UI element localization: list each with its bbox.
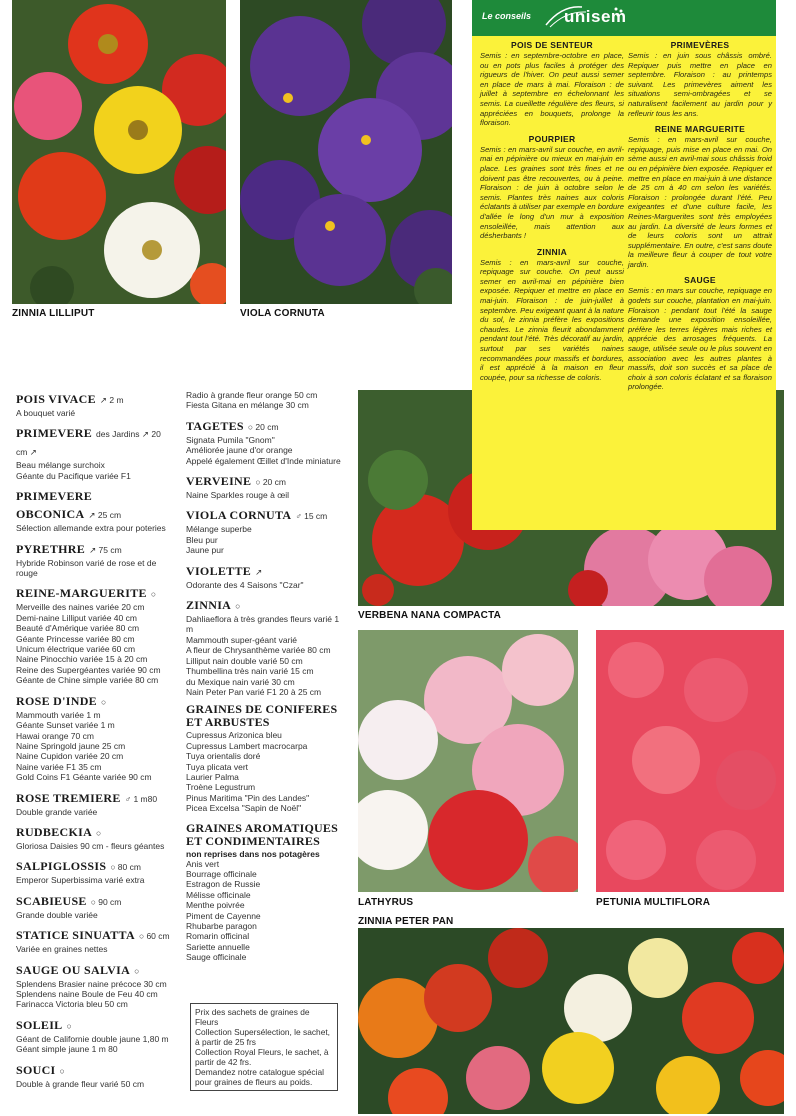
entry-header xyxy=(16,390,174,408)
variety-line: Géante Sunset variée 1 m xyxy=(16,720,115,731)
conseil-text: Semis : en mars-avril sur couche, repiquage sur couche. On peut aussi semer en avril-mai en pépinière bien exposée. Repiquer et mettre en place en mai-juin. Floraison : de juin-juillet à septembre. Peu exigeant quant à la nature du sol, le zinnia préfère les expositions chaudes. Le zinnia fleurit abondamment pendant tout l'été. Très décoratif au jardin, surtout par ses variétés naines recommandées pour massifs et bordures, il est apprécié à la maison en fleur coupée, pour sa richesse de coloris. xyxy=(480,257,624,382)
variety-line: Géante Princesse variée 80 cm xyxy=(16,633,135,644)
variety-line: Mélange superbe xyxy=(186,524,252,535)
variety-line: Anis vert xyxy=(186,858,220,869)
variety-line: Hybride Robinson varié de rose et de rouge xyxy=(16,557,157,579)
conseil-text: Semis : en mars-avril sur couche, repiquage, puis mise en place en mai. On sème aussi en avril-mai sous châssis froid ou en pépinière bien exposée. Repiquer et mettre en place en mai-juin à une distance de 25 cm à 40 cm selon les variétés. Floraison : prolongée durant l'été. Peu exigeantes et d'une culture facile, les Reines-Marguerites sont très employées au jardin. La diversité de leurs formes et de leurs coloris sont un attrait supplémentaire. En outre, c'est sans doute la meilleure fleur à couper de tout votre jardin. xyxy=(628,135,772,269)
variety-line: Merveille des naines variée 20 cm xyxy=(16,602,145,613)
entry-header xyxy=(16,857,174,875)
variety-line: Géant de Californie double jaune 1,80 m xyxy=(16,1033,169,1044)
list-item xyxy=(186,472,344,500)
flower-meta: des Jardins ↗ 20 cm ↗ xyxy=(16,429,161,458)
variety-line: Splendens naine Boule de Feu 40 cm xyxy=(16,988,158,999)
variety-lines xyxy=(16,1079,174,1089)
list-item xyxy=(16,823,174,851)
flower-meta: ○ 90 cm xyxy=(90,896,122,907)
variety-line: Gloriosa Daisies 90 cm - fleurs géantes xyxy=(16,840,165,851)
variety-lines xyxy=(186,435,344,466)
variety-line: Picea Excelsa "Sapin de Noël" xyxy=(186,803,302,814)
variety-line: Naine Cupidon variée 20 cm xyxy=(16,751,124,762)
variety-line: Double grande variée xyxy=(16,806,98,817)
flower-name: REINE-MARGUERITE xyxy=(16,586,147,601)
variety-line: Dahliaeflora à très grandes fleurs varié 1 m xyxy=(186,614,340,635)
variety-lines xyxy=(16,408,174,418)
flower-name: SALPIGLOSSIS xyxy=(16,859,107,874)
variety-lines xyxy=(186,580,344,590)
flower-name: PRIMEVERE xyxy=(16,426,93,441)
conseils-lead: Le conseils xyxy=(482,11,532,21)
variety-line: Laurier Palma xyxy=(186,771,239,782)
flower-name: ROSE TREMIERE xyxy=(16,790,121,805)
conseils-brand: unisem xyxy=(564,7,627,26)
caption-petunia: PETUNIA MULTIFLORA xyxy=(596,897,711,908)
entry-header xyxy=(16,789,174,807)
flower-meta: ○ xyxy=(66,1020,72,1031)
flower-meta: ○ xyxy=(150,589,156,600)
flower-name: SOLEIL xyxy=(16,1017,63,1032)
entry-header xyxy=(16,487,174,523)
variety-line: Sauge officinale xyxy=(186,952,247,963)
entry-header xyxy=(16,424,174,460)
list-item xyxy=(16,584,174,685)
variety-lines xyxy=(16,944,174,954)
variety-line: Sariette annuelle xyxy=(186,941,250,952)
variety-line: Mammouth super-géant varié xyxy=(186,634,298,645)
caption-lathyrus: LATHYRUS xyxy=(358,897,414,908)
flower-name: PYRETHRE xyxy=(16,541,86,556)
flower-meta: ↗ 75 cm xyxy=(89,544,122,555)
conseil-pois-de-senteur xyxy=(480,40,624,128)
variety-line: A fleur de Chrysanthème variée 80 cm xyxy=(186,645,331,656)
variety-line: Naine Springold jaune 25 cm xyxy=(16,740,126,751)
conseil-text: Semis : en juin sous châssis ombré. Repiquer puis mettre en place en septembre. Floraison : au printemps suivant. Les primevères aiment les situations semi-ombragées et se naturalisent facilement au jardin pour y refleurir tous les ans. xyxy=(628,51,772,118)
variety-line: Thumbellina très nain varié 15 cm xyxy=(186,666,314,677)
conseil-primeveres xyxy=(628,40,772,118)
seed-list-entries xyxy=(186,417,344,698)
price-line: Collection Supersélection, le sachet, à partir de 25 frs xyxy=(195,1027,331,1047)
variety-line: Odorante des 4 Saisons "Czar" xyxy=(186,579,304,590)
flower-meta: ○ 60 cm xyxy=(138,931,170,942)
entry-header xyxy=(186,417,344,435)
conseil-pourpier xyxy=(480,134,624,241)
section-lines xyxy=(186,730,344,813)
flower-name: TAGETES xyxy=(186,418,244,433)
variety-line: Gold Coins F1 Géante variée 90 cm xyxy=(16,772,152,783)
variety-line: du Mexique nain varié 30 cm xyxy=(186,676,295,687)
variety-line: Demi-naine Lilliput variée 40 cm xyxy=(16,612,137,623)
variety-line: Piment de Cayenne xyxy=(186,910,261,921)
entry-header xyxy=(16,961,174,979)
list-item xyxy=(16,1061,174,1089)
variety-line: Estragon de Russie xyxy=(186,879,261,890)
variety-lines xyxy=(16,710,174,783)
caption-viola-cornuta: VIOLA CORNUTA xyxy=(240,308,325,319)
flower-meta: ○ 20 cm xyxy=(255,477,286,488)
variety-line: Cupressus Lambert macrocarpa xyxy=(186,740,308,751)
variety-line: Beauté d'Amérique variée 80 cm xyxy=(16,623,140,634)
variety-line: Cupressus Arizonica bleu xyxy=(186,730,282,741)
conseil-title: ZINNIA xyxy=(536,246,568,257)
conseil-title: REINE MARGUERITE xyxy=(654,124,746,135)
flower-name: ROSE D'INDE xyxy=(16,693,97,708)
variety-line: Double à grande fleur varié 50 cm xyxy=(16,1078,145,1089)
variety-line: Bleu pur xyxy=(186,534,218,545)
variety-line: Hawai orange 70 cm xyxy=(16,730,94,741)
variety-line: Menthe poivrée xyxy=(186,900,245,911)
price-line: Collection Royal Fleurs, le sachet, à partir de 42 frs. xyxy=(195,1047,329,1067)
viola-cornuta-photo xyxy=(240,0,452,304)
conseil-sauge xyxy=(628,275,772,392)
variety-line: Unicum électrique variée 60 cm xyxy=(16,644,136,655)
coniferes-section xyxy=(186,703,344,813)
variety-lines xyxy=(16,1034,174,1055)
flower-name: POIS VIVACE xyxy=(16,392,96,406)
flower-name: PRIMEVERE OBCONICA xyxy=(16,489,93,522)
variety-lines xyxy=(186,490,344,500)
entry-header xyxy=(16,584,174,602)
petunia-photo xyxy=(596,630,784,892)
section-title: GRAINES AROMATIQUES ET CONDIMENTAIRES xyxy=(186,820,338,848)
list-item xyxy=(186,390,344,411)
variety-line: Splendens Brasier naine précoce 30 cm xyxy=(16,978,167,989)
list-item xyxy=(16,487,174,533)
flower-meta: ○ 20 cm xyxy=(247,421,279,432)
variety-line: Appelé également Œillet d'Inde miniature xyxy=(186,455,341,466)
variety-lines xyxy=(16,979,174,1010)
list-item xyxy=(16,540,174,579)
flower-name: VERVEINE xyxy=(186,474,252,489)
variety-line: Sélection allemande extra pour poteries xyxy=(16,523,166,534)
price-line: Demandez notre catalogue spécial pour graines de fleurs au poids. xyxy=(195,1067,324,1087)
list-item xyxy=(16,789,174,817)
conseil-text: Semis : en mars-avril sur couche, en avril-mai en pépinière ou mieux en mai-juin en place. Les graines sont très fines et ne doivent pas être recouvertes, ou à peine. Floraison : de juin à octobre selon le semis. Plantes très naines aux coloris éclatants à utiliser par exemple en bordure d'allée le long d'un mur à exposition ensoleillée, mais attention aux désherbants ! xyxy=(480,144,624,241)
conseils-box xyxy=(472,0,776,530)
entry-header xyxy=(186,596,344,614)
variety-line: Géant simple jaune 1 m 80 xyxy=(16,1044,118,1055)
list-item xyxy=(16,692,174,783)
variety-line: Jaune pur xyxy=(186,545,224,556)
flower-meta: ○ 80 cm xyxy=(110,862,141,873)
variety-line: Tuya orientalis doré xyxy=(186,751,261,762)
flower-name: ZINNIA xyxy=(186,598,232,613)
variety-line: Romarin officinal xyxy=(186,931,250,942)
variety-lines xyxy=(16,602,174,685)
entry-header xyxy=(186,472,344,490)
conseil-title: PRIMEVÈRES xyxy=(670,40,730,50)
variety-lines xyxy=(186,524,344,555)
variety-line: Mammouth variée 1 m xyxy=(16,709,101,720)
flower-meta: ↗ 25 cm xyxy=(88,510,122,521)
variety-lines xyxy=(16,807,174,817)
conseils-header xyxy=(472,0,776,36)
conseil-title: SAUGE xyxy=(684,275,716,286)
flower-meta: ○ xyxy=(59,1065,65,1076)
flower-meta: ○ xyxy=(134,965,140,976)
variety-line: Lilliput nain double varié 50 cm xyxy=(186,655,303,666)
conseils-left-column xyxy=(480,40,624,388)
list-item xyxy=(16,1016,174,1055)
section-lines xyxy=(186,859,344,963)
aromatiques-section xyxy=(186,822,344,963)
seed-list-column-1 xyxy=(16,390,174,1095)
list-item xyxy=(186,417,344,466)
flower-meta: ♂ 1 m80 xyxy=(124,793,158,804)
zinnia-peter-pan-photo xyxy=(358,928,784,1114)
variety-lines xyxy=(16,558,174,579)
seed-list-column-2 xyxy=(186,390,344,969)
variety-line: Farinacca Victoria bleu 50 cm xyxy=(16,999,128,1010)
variety-line: Troène Legustrum xyxy=(186,782,256,793)
entry-header xyxy=(186,562,344,580)
price-line: Prix des sachets de graines de Fleurs xyxy=(195,1007,310,1027)
variety-line: Grande double variée xyxy=(16,909,98,920)
flower-name: SAUGE OU SALVIA xyxy=(16,962,131,977)
caption-verbena: VERBENA NANA COMPACTA xyxy=(358,610,502,621)
flower-meta: ○ xyxy=(100,696,107,707)
variety-lines xyxy=(16,875,174,885)
entry-header xyxy=(16,892,174,910)
flower-name: SOUCI xyxy=(16,1062,56,1077)
conseil-reine-marguerite xyxy=(628,124,772,269)
caption-zinnia-peter-pan: ZINNIA PETER PAN xyxy=(358,916,454,927)
variety-line: Pinus Maritima "Pin des Landes" xyxy=(186,792,310,803)
flower-name: STATICE SINUATTA xyxy=(16,928,135,943)
conseil-text: Semis : en septembre-octobre en place, ou en pots plus faciles à protéger des rigueurs de l'hiver. On peut aussi semer en place de mars à mai. Floraison : de juillet à septembre en échelonnant les semis. La cueillette régulière des fleurs, si appréciées en bouquets, prolonge la floraison. xyxy=(480,51,624,128)
entry-header xyxy=(16,926,174,944)
variety-line: Rhubarbe paragon xyxy=(186,921,257,931)
section-note: non reprises dans nos potagères xyxy=(186,848,320,859)
variety-line: Beau mélange surchoix xyxy=(16,460,105,471)
conseil-zinnia xyxy=(480,247,624,383)
variety-line: Emperor Superbissima varié extra xyxy=(16,875,145,886)
conseils-right-column xyxy=(628,40,772,398)
variety-line: Mélisse officinale xyxy=(186,889,251,900)
variety-line: Bourrage officinale xyxy=(186,868,257,879)
entry-header xyxy=(16,1061,174,1079)
entry-header xyxy=(16,692,174,710)
entry-header xyxy=(16,1016,174,1034)
lathyrus-photo xyxy=(358,630,578,892)
variety-line: Signata Pumila "Gnom" xyxy=(186,434,275,445)
flower-name: VIOLA CORNUTA xyxy=(186,508,292,523)
variety-line: Variée en graines nettes xyxy=(16,944,108,955)
entry-header xyxy=(186,506,344,524)
flower-meta: ♂ 15 cm xyxy=(295,511,328,522)
variety-lines xyxy=(16,910,174,920)
flower-meta: ○ xyxy=(96,827,102,838)
flower-name: VIOLETTE xyxy=(186,563,252,578)
variety-line: Naine Sparkles rouge à œil xyxy=(186,490,289,501)
variety-lines xyxy=(186,614,344,697)
zinnia-lilliput-photo xyxy=(12,0,226,304)
variety-line: Améliorée jaune d'or orange xyxy=(186,445,293,456)
prices-box xyxy=(190,1003,338,1091)
list-item xyxy=(16,892,174,920)
variety-line: Radio à grande fleur orange 50 cm xyxy=(186,390,318,400)
list-item xyxy=(16,390,174,418)
variety-line: Naine variée F1 35 cm xyxy=(16,761,102,772)
flower-name: RUDBECKIA xyxy=(16,824,93,839)
list-item xyxy=(186,596,344,697)
flower-meta: ↗ 2 m xyxy=(99,395,124,405)
flower-name: SCABIEUSE xyxy=(16,893,87,908)
list-item xyxy=(16,857,174,885)
list-item xyxy=(16,961,174,1010)
list-item xyxy=(16,926,174,954)
variety-line: Reine des Supergéantes variée 90 cm xyxy=(16,664,161,675)
variety-line: Fiesta Gitana en mélange 30 cm xyxy=(186,400,309,411)
conseil-title: POIS DE SENTEUR xyxy=(511,40,593,50)
variety-lines xyxy=(16,523,174,533)
variety-line: Naine Pinocchio variée 15 à 20 cm xyxy=(16,654,148,665)
variety-line: Géante du Pacifique variée F1 xyxy=(16,470,131,481)
flower-meta: ↗ xyxy=(255,566,263,577)
section-title: GRAINES DE CONIFERES ET ARBUSTES xyxy=(186,702,338,730)
variety-lines xyxy=(16,841,174,851)
conseil-text: Semis : en mars sur couche, repiquage en godets sur couche, plantation en mai-juin. Floraison : pendant tout l'été la sauge demande une exposition ensoleillée, préfère les terres légères mais riches et apprécie des arrosages fréquents. La sauge, utilisée seule ou le plus souvent en association avec les autres plantes à massifs, doit son succès et sa place de choix à son coloris éclatant et sa floraison prolongée. xyxy=(628,286,772,392)
variety-line: Nain Peter Pan varié F1 20 à 25 cm xyxy=(186,686,322,697)
list-item xyxy=(186,506,344,555)
entry-header xyxy=(16,823,174,841)
list-item xyxy=(16,424,174,481)
variety-lines xyxy=(16,460,174,481)
caption-zinnia-lilliput: ZINNIA LILLIPUT xyxy=(12,308,95,319)
variety-line: Géante de Chine simple variée 80 cm xyxy=(16,675,159,686)
list-item xyxy=(186,562,344,590)
variety-line: A bouquet varié xyxy=(16,408,76,418)
conseil-title: POURPIER xyxy=(528,133,576,144)
flower-meta: ○ xyxy=(235,601,241,612)
variety-line: Tuya plicata vert xyxy=(186,761,249,772)
entry-header xyxy=(16,540,174,558)
